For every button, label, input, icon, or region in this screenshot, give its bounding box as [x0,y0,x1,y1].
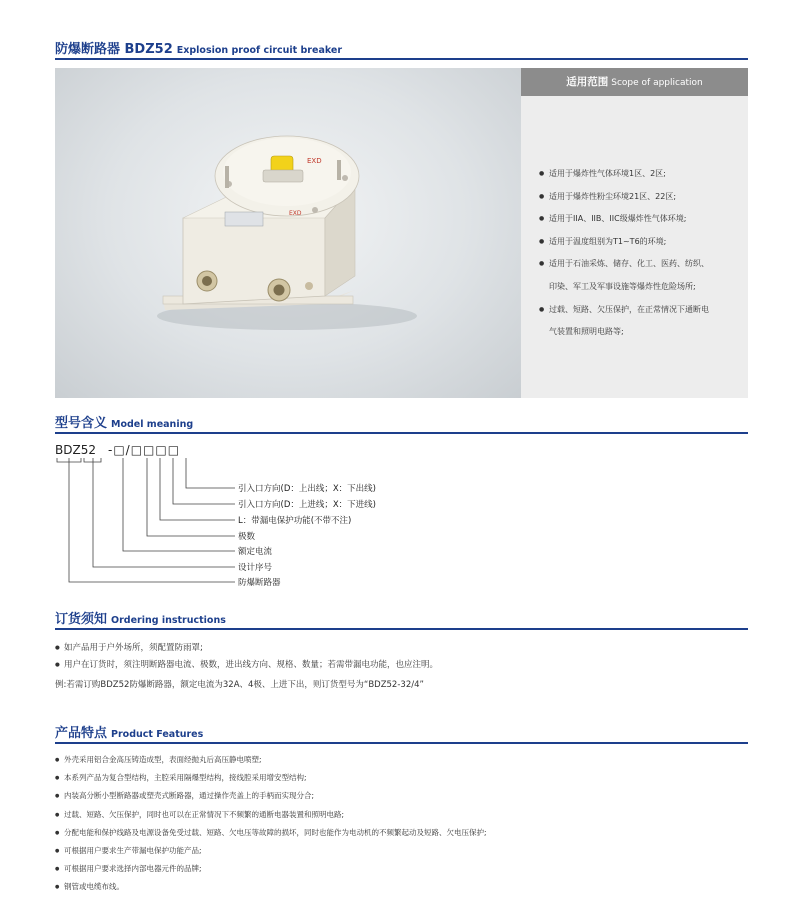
model-label-poles: 极数 [238,532,256,542]
feature-item: ● 分配电能和保护线路及电源设备免受过载、短路、欠电压等故障的损坏，同时也能作为电动机的不频繁起动及短路、欠电压保护; [55,824,487,842]
scope-item: ● 适用于石油采炼、储存、化工、医药、纺织、 [539,253,739,276]
header-rule [55,58,748,60]
model-code: BDZ52 [55,443,96,457]
product-photo [55,68,521,398]
ordering-example: 例:若需订购BDZ52防爆断路器，额定电流为32A、4极、上进下出，则订货型号为“BDZ52-32/4” [55,680,424,690]
features-rule [55,742,748,744]
scope-title-en: Scope of application [611,78,703,88]
scope-item: ● 适用于温度组别为T1~T6的环境; [539,231,739,254]
features-list [55,751,487,897]
model-suffix: -□/□□□□ [108,443,181,457]
feature-item: ● 内装高分断小型断路器或塑壳式断路器，通过操作壳盖上的手柄而实现分合; [55,787,487,805]
feature-item: ● 外壳采用铝合金高压铸造成型，表面经抛丸后高压静电喷塑; [55,751,487,769]
ordering-item: ● 如产品用于户外场所，须配置防雨罩; [55,640,438,657]
model-label-product-name: 防爆断路器 [238,578,281,588]
scope-panel [521,68,748,398]
scope-title: 适用范围 [566,76,609,88]
page-title: 防爆断路器 BDZ52 [55,42,173,57]
model-meaning-header [55,412,748,434]
ordering-title: 订货须知 [55,612,108,627]
model-label-rated-current: 额定电流 [238,547,273,557]
scope-item: ● 适用于爆炸性粉尘环境21区、22区; [539,186,739,209]
exd-mark: EXD [307,157,322,165]
feature-item: ● 钢管或电缆布线。 [55,878,487,896]
explosion-proof-breaker-image [55,68,521,398]
ordering-item: ● 用户在订货时，须注明断路器电流、极数，进出线方向、规格、数量；若需带漏电功能，也应注明。 [55,657,438,674]
scope-header [521,68,748,96]
model-label-design-number: 设计序号 [238,563,273,573]
scope-item: ● 过载、短路、欠压保护，在正常情况下通断电 [539,299,739,322]
model-label-inlet-direction: 引入口方向(D：上进线；X：下进线) [238,500,377,510]
page-title-en: Explosion proof circuit breaker [176,45,343,56]
feature-item: ● 可根据用户要求生产带漏电保护功能产品; [55,842,487,860]
ordering-list [55,640,438,674]
feature-item: ● 过载、短路、欠压保护，同时也可以在正常情况下不频繁的通断电器装置和照明电路; [55,806,487,824]
model-diagram [55,440,455,600]
features-title: 产品特点 [55,726,108,741]
features-header [55,722,748,744]
model-meaning-title-en: Model meaning [111,419,194,430]
exd-mark-front: EXD [289,210,302,217]
feature-item: ● 本系列产品为复合型结构，主腔采用隔爆型结构，接线腔采用增安型结构; [55,769,487,787]
scope-item: ● 适用于爆炸性气体环境1区、2区; [539,163,739,186]
scope-list [539,163,739,344]
model-meaning-rule [55,432,748,434]
ordering-rule [55,628,748,630]
feature-item: ● 可根据用户要求选择内部电器元件的品牌; [55,860,487,878]
scope-item: ● 适用于IIA、IIB、IIC级爆炸性气体环境; [539,208,739,231]
model-label-outlet-direction: 引入口方向(D：上出线；X：下出线) [238,484,377,494]
page-header [55,38,748,60]
scope-item-continued: 印染、军工及军事设施等爆炸性危险场所; [549,281,696,291]
scope-item-continued: 气装置和照明电路等; [549,327,624,337]
ordering-header [55,608,748,630]
model-meaning-title: 型号含义 [55,416,108,431]
ordering-title-en: Ordering instructions [111,615,226,626]
features-title-en: Product Features [111,729,204,740]
model-label-leakage: L：带漏电保护功能(不带不注) [238,516,352,526]
